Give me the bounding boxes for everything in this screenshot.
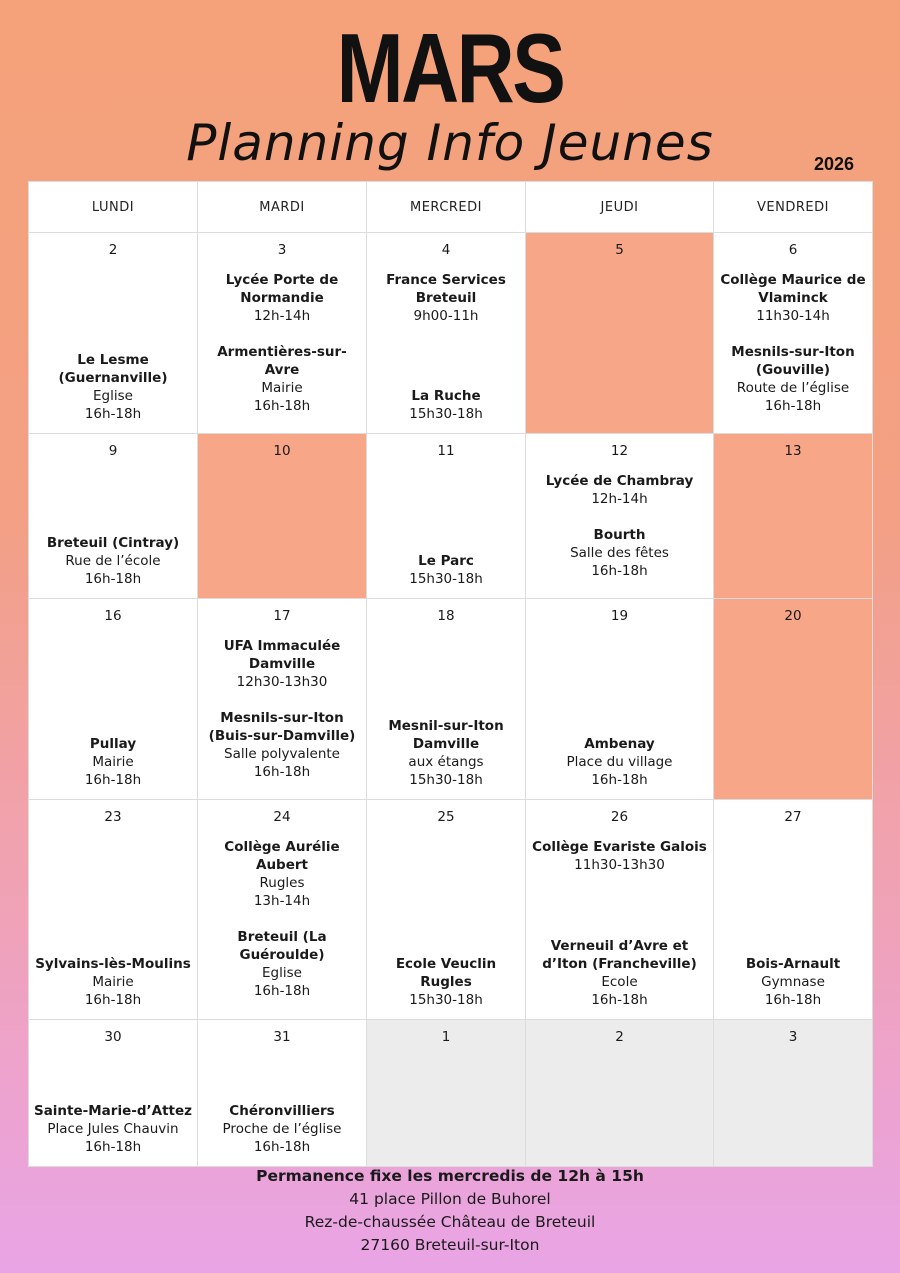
day-cell (367, 800, 526, 1020)
event (371, 552, 521, 588)
day-cell-next-month (367, 1020, 526, 1167)
event (718, 343, 868, 415)
event-place: La Ruche (411, 388, 481, 404)
event-place: Verneuil d’Avre et d’Iton (Francheville) (542, 938, 697, 972)
event-detail: Route de l’église (736, 380, 850, 396)
event-place: Armentières-sur-Avre (217, 344, 347, 378)
event-detail: Place Jules Chauvin (47, 1121, 179, 1137)
month-title: MARS (336, 13, 564, 123)
event-time: 16h-18h (84, 1139, 142, 1155)
day-cell (714, 800, 873, 1020)
day-cell-closed (526, 233, 714, 434)
day-cell (198, 599, 367, 800)
event-time: 15h30-18h (409, 406, 483, 422)
day-number: 25 (437, 809, 455, 825)
event-place: Le Lesme (Guernanville) (58, 352, 168, 386)
event-detail: Rugles (259, 875, 305, 891)
event-time: 16h-18h (591, 992, 648, 1008)
event-time: 15h30-18h (409, 571, 483, 587)
event (371, 271, 521, 325)
day-cell (198, 233, 367, 434)
week-row (29, 599, 873, 800)
weekday-wednesday: MERCREDI (367, 182, 526, 233)
event-time: 16h-18h (253, 764, 311, 780)
event-detail: Place du village (566, 754, 673, 770)
day-cell-closed (198, 434, 367, 599)
event-place: Le Parc (418, 553, 474, 569)
event-detail: Eglise (93, 388, 133, 404)
event-place: France Services Breteuil (386, 272, 506, 306)
day-number: 3 (788, 1029, 798, 1045)
day-number: 17 (273, 608, 291, 624)
event-time: 11h30-13h30 (574, 857, 665, 873)
day-number: 27 (784, 809, 802, 825)
event-place: Sylvains-lès-Moulins (35, 956, 191, 972)
event-place: UFA Immaculée Damville (223, 638, 341, 672)
day-number: 2 (615, 1029, 624, 1045)
event-time: 11h30-14h (756, 308, 830, 324)
event (202, 838, 362, 910)
day-number: 3 (277, 242, 287, 258)
year-label: 2026 (814, 154, 855, 174)
event (202, 637, 362, 691)
event-detail: aux étangs (408, 754, 484, 770)
event-time: 16h-18h (84, 772, 142, 788)
event-time: 16h-18h (84, 992, 142, 1008)
event-place: Collège Evariste Galois (532, 839, 707, 855)
event (530, 526, 709, 580)
week-row (29, 800, 873, 1020)
event-time: 16h-18h (253, 1139, 311, 1155)
event (202, 1102, 362, 1156)
event-place: Bourth (593, 527, 646, 543)
event-time: 12h-14h (253, 308, 311, 324)
day-number: 10 (273, 443, 291, 459)
address-line-2: Rez-de-chaussée Château de Breteuil (304, 1213, 596, 1231)
event (33, 735, 193, 789)
day-cell (367, 599, 526, 800)
event (202, 343, 362, 415)
day-number: 19 (610, 608, 629, 624)
event-time: 16h-18h (764, 992, 822, 1008)
day-cell (29, 1020, 198, 1167)
event (33, 351, 193, 423)
event-detail: Gymnase (761, 974, 825, 990)
event-time: 16h-18h (253, 983, 311, 999)
event-place: Mesnil-sur-Iton Damville (388, 718, 504, 752)
day-cell-next-month (526, 1020, 714, 1167)
event-place: Pullay (89, 736, 137, 752)
day-cell (526, 800, 714, 1020)
page-subtitle: Planning Info Jeunes (186, 114, 714, 172)
event-place: Lycée de Chambray (545, 473, 694, 489)
week-row (29, 233, 873, 434)
address-line-3: 27160 Breteuil-sur-Iton (360, 1236, 540, 1254)
address-line-1: 41 place Pillon de Buhorel (349, 1190, 551, 1208)
day-cell-closed (714, 434, 873, 599)
day-number: 9 (108, 443, 118, 459)
event-place: Collège Maurice de Vlaminck (720, 272, 866, 306)
event-detail: Proche de l’église (222, 1121, 342, 1137)
event (530, 838, 709, 874)
event (371, 717, 521, 789)
day-number: 23 (104, 809, 122, 825)
day-number: 30 (104, 1029, 122, 1045)
event-time: 16h-18h (591, 563, 648, 579)
weekday-friday: VENDREDI (714, 182, 873, 233)
weekday-thursday: JEUDI (526, 182, 714, 233)
event (202, 709, 362, 781)
event (371, 955, 521, 1009)
day-cell (526, 599, 714, 800)
weekday-monday: LUNDI (29, 182, 198, 233)
event (33, 534, 193, 588)
day-cell-closed (714, 599, 873, 800)
event-time: 9h00-11h (413, 308, 479, 324)
event-time: 12h-14h (591, 491, 648, 507)
day-cell-next-month (714, 1020, 873, 1167)
week-row (29, 434, 873, 599)
event (718, 955, 868, 1009)
event (202, 928, 362, 1000)
permanence-title: Permanence fixe les mercredis de 12h à 15h (256, 1167, 644, 1185)
event (718, 271, 868, 325)
day-number: 11 (437, 443, 455, 459)
event-detail: Mairie (92, 974, 134, 990)
event-time: 16h-18h (84, 571, 142, 587)
event-detail: Eglise (262, 965, 302, 981)
day-number: 2 (108, 242, 118, 258)
event-place: Lycée Porte de Normandie (225, 272, 339, 306)
weekday-header-row (29, 182, 873, 233)
event-time: 16h-18h (84, 406, 142, 422)
day-cell (367, 233, 526, 434)
day-number: 6 (788, 242, 798, 258)
event-detail: Salle polyvalente (224, 746, 340, 762)
event-place: Chéronvilliers (229, 1103, 335, 1119)
day-number: 5 (615, 242, 624, 258)
day-cell (714, 233, 873, 434)
event-time: 16h-18h (253, 398, 311, 414)
event-detail: Rue de l’école (65, 553, 161, 569)
day-number: 20 (784, 608, 802, 624)
weekday-tuesday: MARDI (198, 182, 367, 233)
day-cell (198, 800, 367, 1020)
day-number: 31 (273, 1029, 291, 1045)
day-number: 4 (441, 242, 451, 258)
day-number: 18 (437, 608, 455, 624)
event (202, 271, 362, 325)
event (530, 735, 709, 789)
day-number: 13 (784, 443, 802, 459)
week-row (29, 1020, 873, 1167)
event (33, 955, 193, 1009)
event (371, 387, 521, 423)
event-time: 15h30-18h (409, 992, 483, 1008)
event-detail: Salle des fêtes (570, 545, 669, 561)
event-place: Bois-Arnault (745, 956, 841, 972)
day-cell (29, 233, 198, 434)
event-time: 16h-18h (764, 398, 822, 414)
event-time: 15h30-18h (409, 772, 483, 788)
day-cell (29, 599, 198, 800)
event-detail: Ecole (601, 974, 638, 990)
event (530, 937, 709, 1009)
event-place: Breteuil (La Guéroulde) (237, 929, 327, 963)
event-place: Mesnils-sur-Iton (Gouville) (731, 344, 855, 378)
event (530, 472, 709, 508)
event-detail: Mairie (261, 380, 303, 396)
day-cell (198, 1020, 367, 1167)
day-cell (367, 434, 526, 599)
day-cell (526, 434, 714, 599)
event-place: Mesnils-sur-Iton (Buis-sur-Damville) (208, 710, 356, 744)
calendar-grid (28, 181, 873, 1167)
event-place: Ambenay (584, 736, 655, 752)
day-cell (29, 800, 198, 1020)
event-place: Sainte-Marie-d’Attez (33, 1103, 193, 1119)
day-number: 16 (104, 608, 122, 624)
footer-info (0, 1165, 900, 1257)
event-place: Breteuil (Cintray) (46, 535, 180, 551)
event-time: 13h-14h (253, 893, 311, 909)
day-cell (29, 434, 198, 599)
event-time: 16h-18h (591, 772, 648, 788)
day-number: 24 (273, 809, 291, 825)
event-time: 12h30-13h30 (236, 674, 328, 690)
event-place: Ecole Veuclin Rugles (395, 956, 497, 990)
event-detail: Mairie (92, 754, 134, 770)
day-number: 26 (610, 809, 629, 825)
day-number: 12 (610, 443, 629, 459)
day-number: 1 (441, 1029, 451, 1045)
event (33, 1102, 193, 1156)
event-place: Collège Aurélie Aubert (224, 839, 340, 873)
